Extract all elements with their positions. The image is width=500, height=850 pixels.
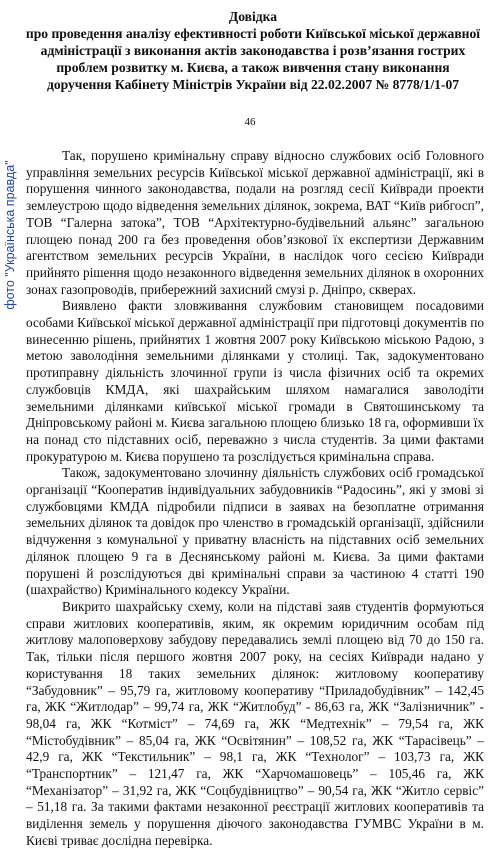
title-line: адміністрації з виконання актів законодавства і розв’язання гострих xyxy=(40,43,466,58)
document-title xyxy=(20,8,486,93)
paragraph: Так, порушено кримінальну справу відносно службових осіб Головного управління земельних ресурсів Київської міської державної адміністрації, які в порушення чинного законодавства, подали на розгляд сесії Київради проекти землеустрою щодо відведення земельних ділянок, зокрема, ВАТ “Київ рибгосп”, ТОВ “Галерна затока”, ТОВ “Архітектурно-будівельний альянс” загальною площею понад 200 га без проведення обов’язкової їх експертизи Державним агентством земельних ресурсів України, в наслідок чого сесією Київради прийнято рішення щодо незаконного відведення земельних ділянок в охоронних зонах газопроводів, прибережний захисний смузі р. Дніпро, скверах. xyxy=(26,148,484,297)
paragraph: Викрито шахрайську схему, коли на підставі заяв студентів формуються справи житлових кооперативів, яким, як окремим юридичним особам під житлову малоповерхову забудову передавались землі площею від 70 до 150 га. Так, тільки після першого жовтня 2007 року, на сесіях Київради надано у користування 18 таких земельних ділянок: житловому кооперативу “Забудовник” – 95,79 га, житловому кооперативу “Приладобудівник” – 142,45 га, ЖК “Житлодар” – 99,74 га, ЖК “Житлобуд” - 86,63 га, ЖК “Залізничник” - 98,04 га, ЖК “Котміст” – 74,69 га, ЖК “Медтехнік” – 79,54 га, ЖК “Містобудівник” – 85,04 га, ЖК “Освітянин” – 108,52 га, ЖК “Тарасівець” – 42,9 га, ЖК “Текстильник” – 98,1 га, ЖК “Технолог” – 103,73 га, ЖК “Транспортник” – 121,47 га, ЖК “Харчомашовець” – 105,46 га, ЖК “Механізатор” – 31,92 га, ЖК “Соцбудівництво” – 90,54 га, ЖК “Житло сервіс” – 51,18 га. За такими фактами незаконної реєстрації житлових кооперативів та виділення земель у порушення діючого законодавства ГУМВС України в м. Києві триває дослідна перевірка. xyxy=(26,598,484,848)
title-line: доручення Кабінету Міністрів України від 22.02.2007 № 8778/1/1-07 xyxy=(46,77,460,92)
title-line: Довідка xyxy=(228,9,278,24)
paragraph: Також, задокументовано злочинну діяльність службових осіб громадської організації “Кооператив індивідуальних забудовників “Радосинь”, які у змові зі службовцями КМДА підробили підписи в заявах на безоплатне отримання земельних ділянок та довідок про членство в громадській організації, здійснили відчуження з комунальної у приватну власність на підставних осіб земельних ділянок площею 9 га в Деснянському районі м. Києва. За цими фактами порушені й розслідуються дві кримінальні справи за частиною 4 статті 190 (шахрайство) Кримінального кодексу України. xyxy=(26,465,484,598)
paragraph: Виявлено факти зловживання службовим становищем посадовими особами Київської міської державної адміністрації при підготовці документів по винесенню рішень, прийнятих 1 жовтня 2007 року Київською міською Радою, з метою заволодіння земельними ділянками у столиці. Так, задокументовано протиправну діяльність злочинної групи із числа фізичних осіб та окремих службовців КМДА, які шахрайським шляхом намагалися заволодіти земельними ділянками київської міської громади в Святошинському та Дніпровському районі м. Києва загальною площею близько 18 га, оформивши їх на понад сто підставних осіб, переважно з числа студентів. За цими фактами прокуратурою м. Києва порушено та розслідується кримінальна справа. xyxy=(26,298,484,464)
title-line: про проведення аналізу ефективності роботи Київської міської державної xyxy=(25,26,481,41)
watermark-text: фото "Українська правда" xyxy=(3,160,17,310)
page-number: 46 xyxy=(244,116,256,128)
watermark xyxy=(2,120,18,350)
title-line: проблем розвитку м. Києва, а також вивчення стану виконання xyxy=(56,60,450,75)
document-body xyxy=(26,148,484,850)
